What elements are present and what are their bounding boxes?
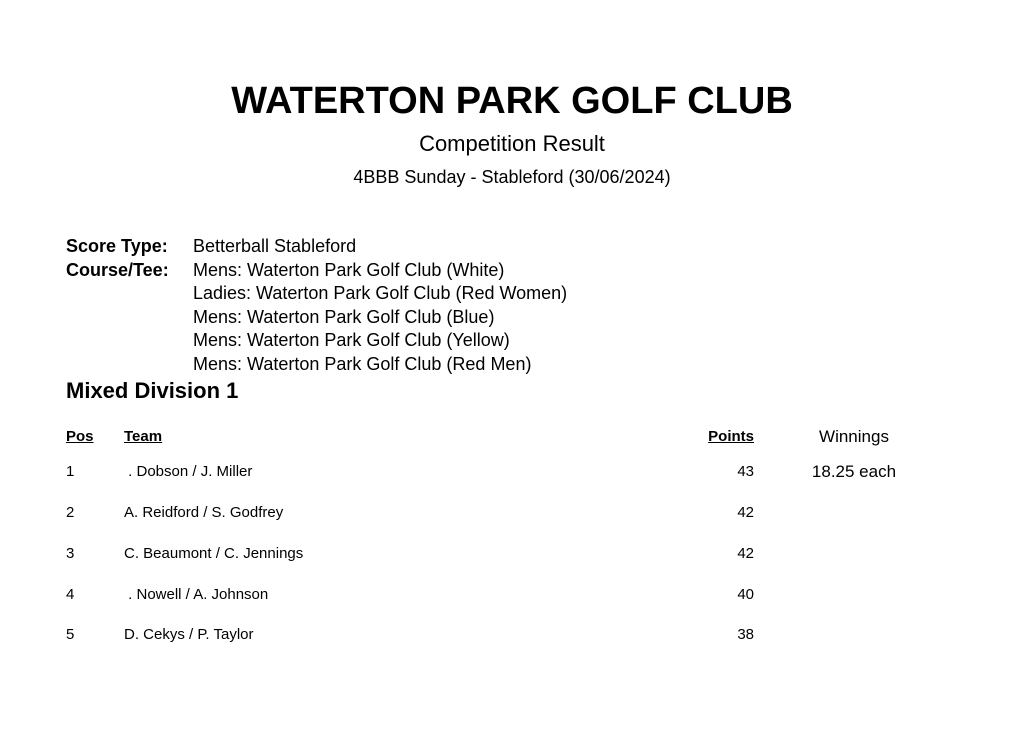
event-name: 4BBB Sunday - Stableford (30/06/2024)	[353, 167, 671, 187]
course-tee-item: Mens: Waterton Park Golf Club (Yellow)	[193, 330, 510, 350]
score-type-row	[66, 235, 567, 259]
row-winnings: 18.25 each	[811, 462, 897, 481]
course-tee-list	[193, 259, 567, 377]
row-team: . Dobson / J. Miller	[124, 463, 253, 480]
column-header-points: Points	[708, 428, 754, 445]
row-team: . Nowell / A. Johnson	[124, 586, 269, 603]
course-tee-item: Mens: Waterton Park Golf Club (Blue)	[193, 306, 495, 327]
row-team: C. Beaumont / C. Jennings	[124, 545, 304, 562]
row-pos: 4	[66, 586, 75, 603]
course-tee-item: Mens: Waterton Park Golf Club (White)	[193, 259, 505, 280]
score-type-value: Betterball Stableford	[193, 236, 357, 256]
row-pos: 3	[66, 545, 75, 562]
row-points: 38	[737, 626, 754, 643]
column-header-pos: Pos	[66, 428, 94, 445]
course-tee-label: Course/Tee:	[66, 259, 169, 280]
row-points: 42	[737, 504, 754, 521]
column-header-team: Team	[124, 428, 163, 445]
table-row	[0, 461, 1024, 483]
row-points: 42	[737, 545, 754, 562]
club-title: WATERTON PARK GOLF CLUB	[231, 80, 793, 122]
competition-info	[66, 235, 567, 376]
table-row	[0, 624, 1024, 646]
row-team: A. Reidford / S. Godfrey	[124, 504, 284, 521]
row-points: 43	[737, 463, 754, 480]
table-row	[0, 543, 1024, 565]
table-row	[0, 584, 1024, 606]
row-pos: 1	[66, 463, 75, 480]
score-type-label: Score Type:	[66, 236, 168, 256]
row-pos: 2	[66, 504, 75, 521]
row-team: D. Cekys / P. Taylor	[124, 626, 254, 643]
row-points: 40	[737, 586, 754, 603]
course-tee-row	[66, 259, 567, 377]
row-pos: 5	[66, 626, 75, 643]
division-title: Mixed Division 1	[66, 378, 239, 403]
course-tee-item: Ladies: Waterton Park Golf Club (Red Women)	[193, 283, 568, 303]
course-tee-item: Mens: Waterton Park Golf Club (Red Men)	[193, 353, 532, 374]
column-header-winnings: Winnings	[819, 427, 889, 446]
table-row	[0, 502, 1024, 524]
competition-subtitle: Competition Result	[419, 131, 605, 156]
